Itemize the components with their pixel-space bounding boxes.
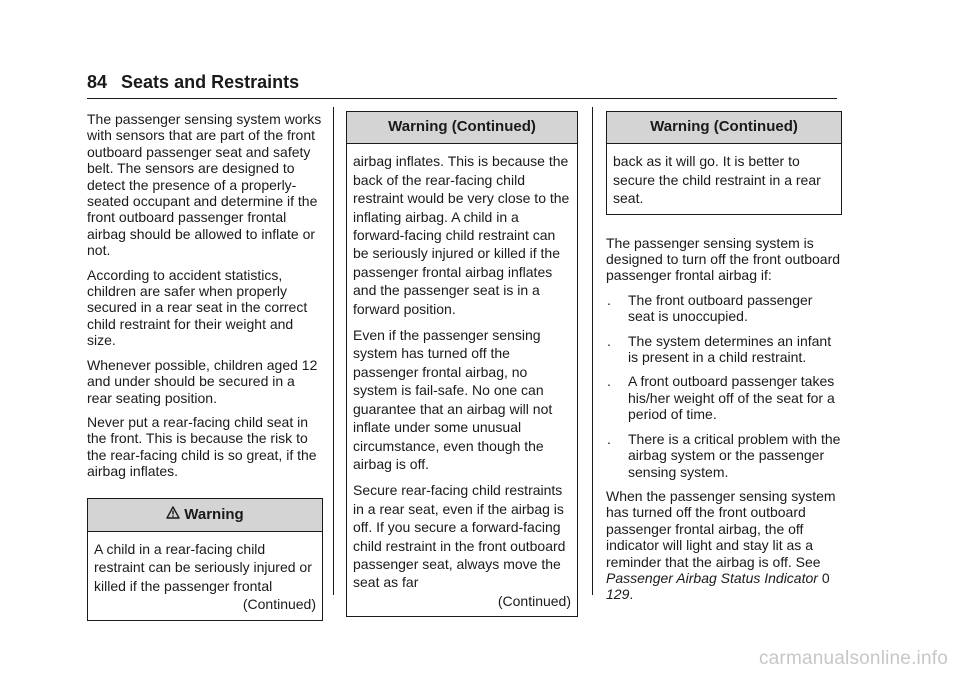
warning-box-continued — [346, 111, 578, 617]
list-item: . The front outboard passenger seat is unoccupied. — [607, 291, 813, 325]
column-divider-2 — [592, 107, 593, 595]
paragraph: The passenger sensing system works with sensors that are part of the front outboard passenger seat and safety belt. The sensors are designed to detect the presence of a properly-seated occupant and determine if the front outboard passenger frontal airbag should be allowed to inflate or not. — [87, 111, 322, 259]
bullet-marker: . — [607, 291, 611, 308]
warning-header — [88, 499, 322, 532]
list-item: . There is a critical problem with the airbag system or the passenger sensing system. — [607, 430, 841, 480]
page-header — [87, 72, 299, 93]
cross-reference-link[interactable]: Passenger Airbag Status Indicator — [606, 569, 818, 586]
column-1 — [87, 111, 323, 621]
page-number: 84 — [87, 72, 108, 92]
page-ref-icon: 0 — [821, 569, 830, 586]
column-2 — [346, 111, 578, 617]
warning-box — [87, 498, 323, 621]
bullet-marker: . — [607, 332, 611, 349]
warning-body — [88, 532, 322, 620]
paragraph: Never put a rear-facing child seat in the front. This is because the risk to the rear-facing child is so great, if the airbag inflates. — [87, 413, 317, 480]
warning-header: Warning (Continued) — [347, 112, 577, 144]
column-divider-1 — [333, 107, 334, 595]
paragraph: Whenever possible, children aged 12 and under should be secured in a rear seating position. — [87, 356, 318, 406]
column-3 — [606, 111, 842, 611]
warning-text: back as it will go. It is better to secure the child restraint in a rear seat. — [613, 153, 821, 207]
list-item: . A front outboard passenger takes his/her weight off of the seat for a period of time. — [607, 373, 835, 423]
warning-paragraph: Secure rear-facing child restraints in a rear seat, even if the airbag is off. If you secure a forward-facing child restraint in the front outboard passenger seat, always move the seat as far — [353, 482, 566, 591]
warning-text: A child in a rear-facing child restraint can be seriously injured or killed if the passenger frontal — [94, 540, 312, 594]
header-rule — [87, 98, 837, 99]
warning-box-continued — [606, 111, 842, 215]
paragraph: When the passenger sensing system has turned off the front outboard passenger frontal airbag, the off indicator will light and stay lit as a reminder that the airbag is off. See Passenger Airbag Status Indicator 0 129. — [606, 487, 836, 603]
paragraph: The passenger sensing system is designed to turn off the front outboard passenger frontal airbag if: — [606, 234, 841, 284]
bullet-marker: . — [607, 430, 611, 447]
continued-label: (Continued) — [242, 596, 316, 613]
page-reference[interactable]: 129 — [606, 586, 630, 603]
warning-paragraph: airbag inflates. This is because the back of the rear-facing child restraint would be very close to the inflating airbag. A child in a forward-facing child restraint can be seriously injured or killed if the passenger frontal airbag inflates and the passenger seat is in a forward position. — [353, 153, 570, 317]
paragraph: According to accident statistics, children are safer when properly secured in a rear seat in the correct child restraint for their weight and size. — [87, 266, 308, 349]
warning-title: Warning — [184, 505, 244, 523]
bullet-marker: . — [607, 373, 611, 390]
bullet-list — [606, 292, 842, 480]
continued-label: (Continued) — [497, 592, 571, 609]
list-item: . The system determines an infant is present in a child restraint. — [607, 332, 832, 366]
see-prefix: See — [795, 553, 821, 570]
warning-icon — [166, 506, 180, 523]
warning-body — [607, 144, 841, 213]
warning-body — [347, 144, 577, 616]
section-title: Seats and Restraints — [121, 72, 300, 92]
warning-paragraph: Even if the passenger sensing system has turned off the passenger frontal airbag, no system is fail-safe. No one can guarantee that an airbag will not inflate under some unusual circumstance, even though the airbag is off. — [353, 327, 553, 472]
warning-header: Warning (Continued) — [607, 112, 841, 144]
watermark: carmanualsonline.info — [758, 648, 948, 669]
